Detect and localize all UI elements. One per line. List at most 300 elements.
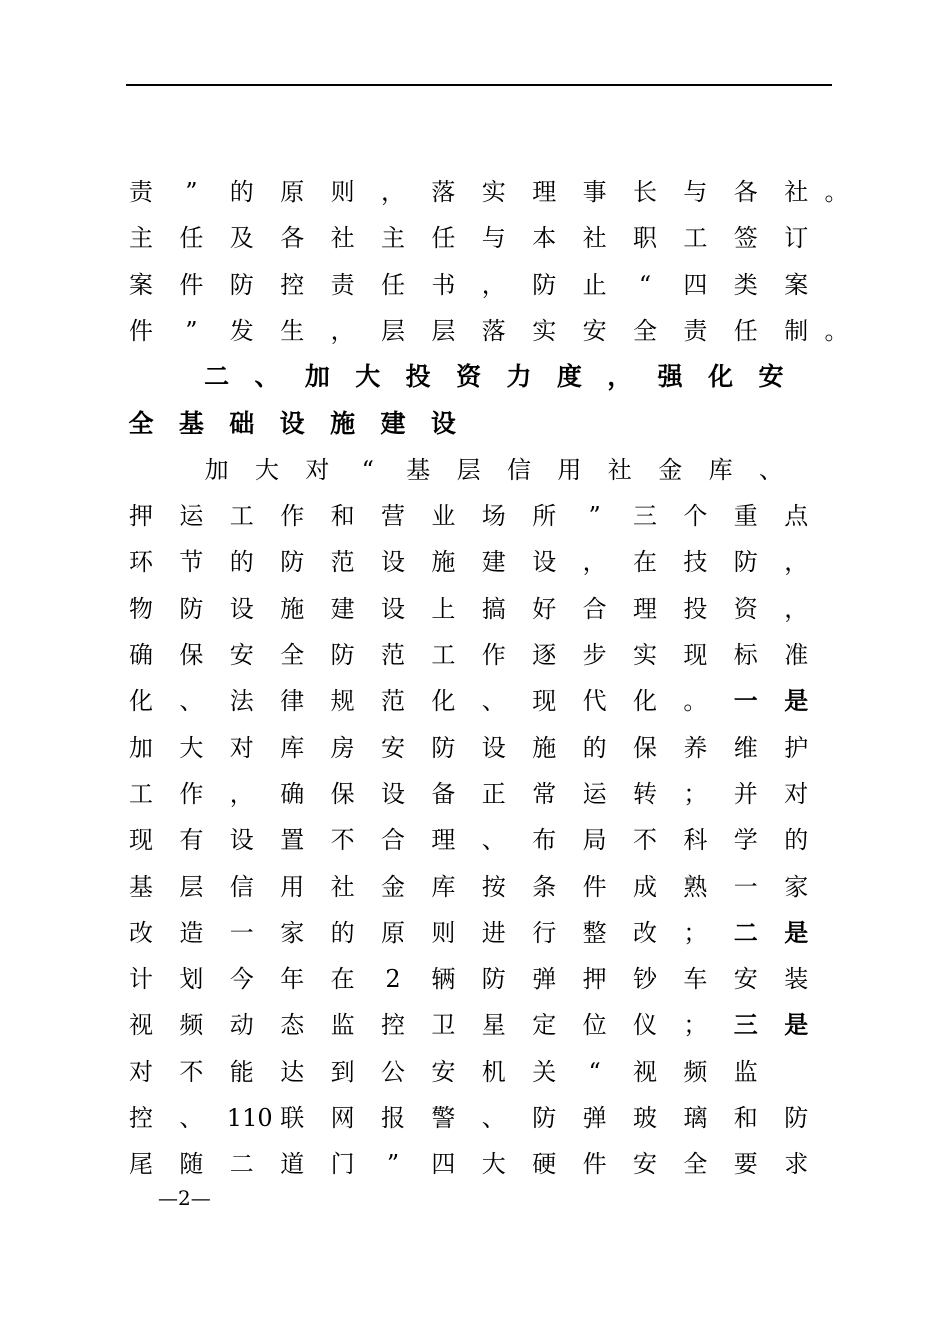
text-char: 理 [431, 826, 456, 855]
text-char: 原 [280, 178, 305, 206]
text-char: 动 [229, 1011, 254, 1040]
text-char: 生 [280, 316, 305, 345]
text-char: 层 [456, 455, 481, 484]
text-char: 物 [129, 594, 153, 623]
text-char: 用 [557, 455, 582, 484]
text-char: 工 [129, 779, 153, 808]
text-char: 三 [733, 1011, 758, 1040]
text-char: 力 [506, 362, 532, 392]
text-char: ； [683, 1011, 708, 1040]
text-char: 法 [229, 687, 254, 716]
text-char: 玻 [633, 1104, 657, 1132]
text-char: 仪 [633, 1011, 657, 1040]
text-char: 进 [481, 918, 506, 947]
text-char: 职 [633, 224, 657, 253]
text-char: ” [588, 502, 601, 531]
text-char: 改 [633, 918, 657, 947]
text-char: 作 [179, 779, 204, 808]
text-char: 大 [179, 733, 204, 762]
text-char: 社 [582, 224, 607, 253]
text-char: 信 [229, 872, 254, 901]
text-char: 书 [431, 270, 456, 299]
text-char: 签 [733, 224, 758, 253]
text-char: 一 [229, 918, 254, 947]
text-char: 础 [229, 408, 255, 438]
text-char: 的 [229, 178, 254, 206]
text-char: 钞 [633, 965, 657, 994]
text-char: 营 [381, 502, 405, 531]
text-line [0, 637, 950, 673]
text-char: 网 [330, 1104, 355, 1132]
text-char: 态 [280, 1011, 305, 1040]
text-char: ， [784, 548, 809, 577]
text-char: 硬 [532, 1150, 557, 1179]
text-char: 安 [381, 733, 405, 762]
text-char: 防 [330, 641, 355, 669]
text-char: 投 [683, 594, 708, 623]
text-char: 资 [733, 594, 758, 623]
text-char: 本 [532, 224, 557, 253]
text-char: 和 [733, 1104, 758, 1132]
text-char: 与 [683, 178, 708, 206]
text-char: 转 [633, 779, 657, 808]
text-char: “ [638, 270, 652, 299]
text-char: 社 [784, 178, 809, 206]
text-char: 保 [633, 733, 657, 762]
text-char: 落 [431, 178, 456, 206]
text-char: 设 [381, 779, 405, 808]
text-char: 各 [280, 224, 305, 253]
text-char: 逐 [532, 641, 557, 669]
text-char: 联 [280, 1104, 305, 1132]
text-char: 造 [179, 918, 204, 947]
text-char: 规 [330, 687, 355, 716]
text-char: 环 [129, 548, 153, 577]
text-char: 案 [129, 270, 153, 299]
text-char: 行 [532, 918, 557, 947]
text-char: 车 [683, 965, 708, 994]
text-char: 件 [129, 316, 153, 345]
text-char: 化 [129, 687, 153, 716]
text-char: 的 [784, 826, 809, 855]
text-char: 责 [330, 270, 355, 299]
text-char: 改 [129, 918, 153, 947]
text-char: ， [481, 270, 506, 299]
text-char: 防 [280, 548, 305, 577]
text-char: 防 [179, 594, 204, 623]
text-char: 长 [633, 178, 657, 206]
text-char: 。 [824, 316, 849, 345]
text-char: 门 [330, 1150, 355, 1179]
text-char: 准 [784, 641, 809, 669]
text-char: 防 [532, 270, 557, 299]
text-char: 加 [204, 455, 229, 484]
text-char: 运 [582, 779, 607, 808]
text-char: 施 [431, 548, 456, 577]
text-char: ” [185, 178, 198, 206]
text-char: 监 [733, 1057, 758, 1086]
text-char: 作 [481, 641, 506, 669]
text-char: 常 [532, 779, 557, 808]
text-char: 化 [633, 687, 657, 716]
text-char: 业 [431, 502, 456, 531]
text-char: 类 [733, 270, 758, 299]
text-char: 防 [532, 1104, 557, 1132]
text-char: 建 [481, 548, 506, 577]
text-char: 整 [582, 918, 607, 947]
text-char: 合 [582, 594, 607, 623]
text-char: 确 [280, 779, 305, 808]
text-char: 。 [824, 178, 849, 206]
text-char: 防 [784, 1104, 809, 1132]
text-char: 装 [784, 965, 809, 994]
text-char: 年 [280, 965, 305, 994]
text-char: 确 [129, 641, 153, 669]
text-char: 施 [330, 408, 356, 438]
text-char: 资 [456, 362, 482, 392]
text-char: 库 [708, 455, 733, 484]
text-char: 璃 [683, 1104, 708, 1132]
text-char: 布 [532, 826, 557, 855]
text-char: 任 [733, 316, 758, 345]
text-char: 重 [733, 502, 758, 531]
text-char: 实 [633, 641, 657, 669]
text-char: 房 [330, 733, 355, 762]
text-char: 计 [129, 965, 153, 994]
text-char: 达 [280, 1057, 305, 1086]
text-char: 置 [280, 826, 305, 855]
text-char: 化 [431, 687, 456, 716]
text-char: 控 [381, 1011, 405, 1040]
section-heading [0, 359, 950, 395]
text-char: 防 [431, 733, 456, 762]
text-char: 求 [784, 1150, 809, 1179]
text-char: ， [330, 316, 355, 345]
text-char: 科 [683, 826, 708, 855]
text-char: ” [386, 1150, 400, 1179]
text-line [0, 915, 950, 951]
text-char: 信 [507, 455, 531, 484]
text-char: 层 [381, 316, 405, 345]
text-char: 责 [683, 316, 708, 345]
text-char: 加 [304, 362, 330, 392]
text-line [0, 544, 950, 580]
text-char: 成 [633, 872, 657, 901]
text-char: 对 [129, 1057, 153, 1086]
text-char: “ [588, 1057, 601, 1086]
text-char: 视 [129, 1011, 153, 1040]
text-char: 有 [179, 826, 204, 855]
text-line [0, 591, 950, 627]
text-char: 运 [179, 502, 204, 531]
text-char: 不 [179, 1057, 204, 1086]
text-char: 全 [633, 316, 657, 345]
text-char: 社 [330, 872, 355, 901]
text-char: 二 [733, 918, 758, 947]
text-char: 押 [129, 502, 153, 531]
text-char: 任 [179, 224, 204, 253]
text-char: 律 [280, 687, 305, 716]
text-char: 及 [229, 224, 254, 253]
text-char: 条 [532, 872, 557, 901]
text-char: 定 [532, 1011, 557, 1040]
text-char: 划 [179, 965, 204, 994]
text-char: 设 [229, 826, 254, 855]
text-char: 公 [381, 1057, 405, 1086]
text-char: 和 [330, 502, 355, 531]
text-char: 基 [178, 408, 204, 438]
text-char: 落 [481, 316, 506, 345]
text-char: 大 [481, 1150, 506, 1179]
text-char: 、 [481, 826, 506, 855]
text-char: 正 [481, 779, 506, 808]
text-char: ， [607, 362, 633, 392]
text-char: 护 [784, 733, 809, 762]
text-char: 卫 [431, 1011, 456, 1040]
text-char: 的 [330, 918, 355, 947]
text-char: 作 [280, 502, 305, 531]
text-char: 订 [784, 224, 809, 253]
text-line [0, 730, 950, 766]
text-line [0, 498, 950, 534]
text-char: 的 [582, 733, 607, 762]
text-char: 对 [784, 779, 809, 808]
text-char: 设 [430, 408, 456, 438]
text-char: 金 [381, 872, 405, 901]
text-char: 家 [784, 872, 809, 901]
text-char: 防 [481, 965, 506, 994]
text-char: 理 [633, 594, 657, 623]
text-char: 控 [280, 270, 305, 299]
text-char: 库 [280, 733, 305, 762]
text-char: 件 [582, 1150, 607, 1179]
text-char: 安 [733, 965, 758, 994]
text-char: 搞 [481, 594, 506, 623]
text-char: 范 [381, 641, 405, 669]
text-char: 110 [226, 1104, 273, 1132]
text-char: 的 [229, 548, 254, 577]
text-line [0, 1007, 950, 1043]
text-char: 三 [633, 502, 657, 531]
text-char: 按 [481, 872, 506, 901]
text-char: 、 [179, 1104, 204, 1132]
text-char: 施 [280, 594, 305, 623]
text-char: 不 [330, 826, 355, 855]
text-char: ， [381, 178, 405, 206]
text-char: 局 [582, 826, 607, 855]
text-char: 随 [179, 1150, 204, 1179]
text-char: 代 [582, 687, 607, 716]
text-line [0, 683, 950, 719]
text-char: 到 [330, 1057, 355, 1086]
text-char: 止 [582, 270, 607, 299]
text-char: 在 [330, 965, 355, 994]
text-char: 今 [229, 965, 254, 994]
text-char: 机 [481, 1057, 506, 1086]
text-char: 四 [683, 270, 708, 299]
text-char: 星 [481, 1011, 506, 1040]
text-char: 则 [431, 918, 456, 947]
text-line [0, 776, 950, 812]
text-char: 防 [733, 548, 758, 577]
text-char: 一 [733, 687, 758, 716]
text-char: 、 [759, 455, 783, 484]
text-line [0, 174, 950, 210]
text-char: 步 [582, 641, 607, 669]
text-char: 现 [532, 687, 557, 716]
text-char: 道 [280, 1150, 305, 1179]
text-char: 全 [280, 641, 305, 669]
text-char: 弹 [532, 965, 557, 994]
text-char: 控 [129, 1104, 153, 1132]
text-char: 实 [481, 178, 506, 206]
text-char: 安 [431, 1057, 456, 1086]
text-line [0, 267, 950, 303]
text-char: 。 [683, 687, 708, 716]
text-char: 学 [733, 826, 758, 855]
text-char: 要 [733, 1150, 758, 1179]
text-char: 案 [784, 270, 809, 299]
text-char: 位 [582, 1011, 607, 1040]
text-char: 辆 [431, 965, 456, 994]
text-char: 安 [582, 316, 607, 345]
text-char: 设 [381, 594, 405, 623]
text-char: 技 [683, 548, 708, 577]
text-char: 监 [330, 1011, 355, 1040]
text-char: 并 [733, 779, 758, 808]
text-char: 制 [784, 316, 809, 345]
text-char: 上 [431, 594, 456, 623]
text-char: 安 [758, 362, 784, 392]
text-char: 二 [229, 1150, 254, 1179]
text-char: 库 [431, 872, 456, 901]
text-char: 建 [330, 594, 355, 623]
text-char: 视 [633, 1057, 657, 1086]
text-char: 、 [481, 687, 506, 716]
text-char: 设 [532, 548, 557, 577]
text-char: 强 [657, 362, 683, 392]
text-char: 在 [633, 548, 657, 577]
text-char: 弹 [582, 1104, 607, 1132]
text-char: 能 [229, 1057, 254, 1086]
text-char: 保 [179, 641, 204, 669]
text-char: 与 [481, 224, 506, 253]
text-char: 工 [431, 641, 456, 669]
text-char: 是 [784, 918, 809, 947]
text-char: 尾 [129, 1150, 153, 1179]
text-char: 对 [229, 733, 254, 762]
text-char: 发 [229, 316, 254, 345]
text-char: 所 [532, 502, 557, 531]
text-char: 则 [330, 178, 355, 206]
text-char: 押 [582, 965, 607, 994]
text-char: 大 [355, 362, 381, 392]
text-char: 节 [179, 548, 204, 577]
text-char: 保 [330, 779, 355, 808]
text-char: 任 [381, 270, 405, 299]
text-char: 是 [784, 687, 809, 716]
text-char: 度 [556, 362, 582, 392]
text-char: 事 [582, 178, 607, 206]
text-char: 件 [179, 270, 204, 299]
text-char: ， [229, 779, 254, 808]
text-char: 层 [179, 872, 204, 901]
text-char: 工 [683, 224, 708, 253]
text-char: 场 [481, 502, 506, 531]
text-char: 维 [733, 733, 758, 762]
text-char: 施 [532, 733, 557, 762]
text-char: 实 [532, 316, 557, 345]
text-char: 个 [683, 502, 708, 531]
text-char: 养 [683, 733, 708, 762]
text-line [0, 869, 950, 905]
header-rule [126, 84, 832, 86]
text-char: 报 [381, 1104, 405, 1132]
text-char: 大 [255, 455, 279, 484]
text-char: 、 [254, 362, 280, 392]
text-char: 、 [481, 1104, 506, 1132]
text-char: 是 [784, 1011, 809, 1040]
text-char: 频 [179, 1011, 204, 1040]
text-char: 基 [406, 455, 431, 484]
text-char: 备 [431, 779, 456, 808]
text-char: 好 [532, 594, 557, 623]
text-char: 工 [229, 502, 254, 531]
text-line [0, 1146, 950, 1182]
text-line [0, 313, 950, 349]
text-char: 责 [129, 178, 153, 206]
text-char: ； [683, 918, 708, 947]
text-char: 警 [431, 1104, 456, 1132]
text-char: 熟 [683, 872, 708, 901]
text-char: 设 [279, 408, 305, 438]
text-char: 化 [708, 362, 734, 392]
text-char: 理 [532, 178, 557, 206]
text-char: ” [185, 316, 198, 345]
text-char: 各 [733, 178, 758, 206]
text-line [0, 220, 950, 256]
text-char: 关 [532, 1057, 557, 1086]
text-char: 建 [380, 408, 406, 438]
text-line [0, 1054, 950, 1090]
text-char: 设 [229, 594, 254, 623]
text-line [0, 1100, 950, 1136]
text-char: 2 [385, 965, 401, 994]
text-char: 二 [204, 362, 230, 392]
text-char: 投 [405, 362, 431, 392]
text-char: 一 [733, 872, 758, 901]
text-char: 合 [381, 826, 405, 855]
section-heading [0, 406, 950, 442]
text-char: 加 [129, 733, 153, 762]
text-char: 范 [381, 687, 405, 716]
text-char: 主 [381, 224, 405, 253]
text-line [0, 822, 950, 858]
text-char: 原 [381, 918, 405, 947]
text-char: 安 [633, 1150, 657, 1179]
text-char: 现 [683, 641, 708, 669]
text-char: 点 [784, 502, 809, 531]
page-number: —2— [158, 1186, 211, 1210]
text-char: 金 [658, 455, 683, 484]
text-char: 四 [431, 1150, 456, 1179]
text-char: ， [784, 594, 809, 623]
text-char: 家 [280, 918, 305, 947]
text-char: 社 [330, 224, 355, 253]
text-char: 主 [129, 224, 153, 253]
text-char: 全 [683, 1150, 708, 1179]
text-char: 基 [129, 872, 153, 901]
